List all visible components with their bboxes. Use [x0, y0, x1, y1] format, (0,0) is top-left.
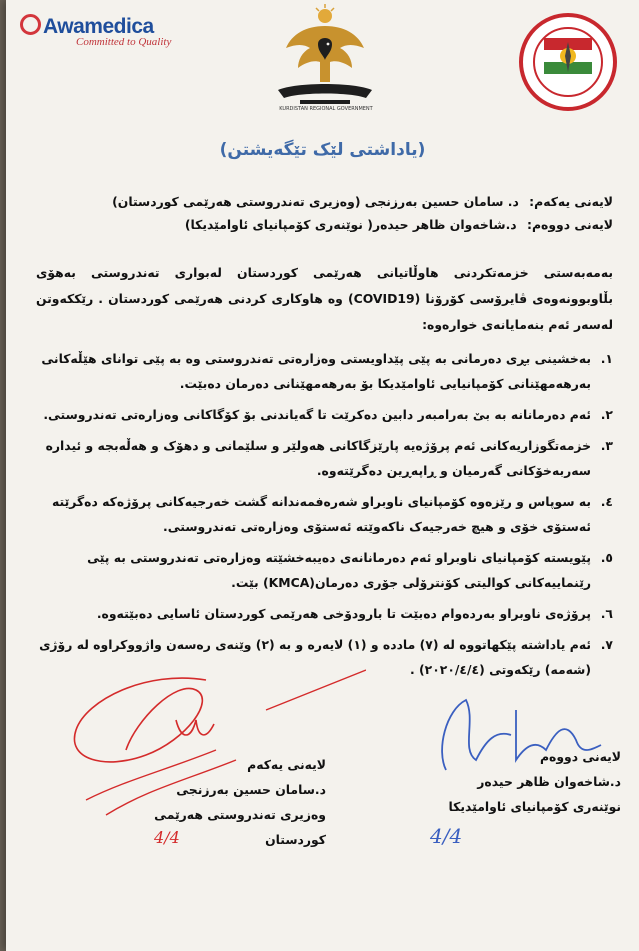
- clause-text: بەخشینی بڕی دەرمانی بە پێی پێداویستی وەزارەتی تەندروستی وە بە پێی توانای هێڵەکانی بەرهەمهێنانی کۆمپانیایی ئاوامێدیکا بۆ بەرهەمهێنانی دەرمان دەبێت.: [41, 351, 591, 391]
- clause-number: ٧.: [600, 637, 613, 652]
- first-party-role: وەزیری تەندروستی هەرێمی کوردستان: [154, 807, 326, 847]
- first-party-handwritten-date: 4/4: [154, 828, 180, 847]
- clause-text: ئەم دەرمانانە بە بێ بەرامبەر دابین دەکرێت تا گەیاندنی بۆ کۆگاکانی وەزارەتی تەندروستی.: [43, 407, 591, 422]
- clause-text: ئەم یاداشتە پێکهاتووە لە (٧) ماددە و (١) لایەرە و بە (٢) وێنەی رەسەن واژووکراوە لە رۆژی (شەمە) رێکەوتی (٢٠٢٠/٤/٤) .: [39, 637, 591, 677]
- first-party-signature-block: [66, 752, 326, 852]
- document-body: [36, 190, 613, 688]
- clause-item: [36, 402, 613, 427]
- party-second: [36, 213, 613, 236]
- clause-item: [36, 489, 613, 539]
- clause-text: پێویستە کۆمپانیای ناوبراو ئەم دەرمانانەی دەیبەخشێتە وەزارەتی تەندروستی بە پێی رێنماییەکانی کوالیتی کۆنترۆلی جۆری دەرمان(KMCA) بێت.: [87, 550, 591, 590]
- clause-number: ٥.: [600, 550, 613, 565]
- clause-text: بە سوپاس و رێزەوە کۆمپانیای ناوبراو شەرەفمەندانە گشت خەرجیەکانی پرۆژەکە دەگرێتە ئەستۆی خۆی و هیچ خەرجیەک ناکەوێتە ئەستۆی وەزارەتی تەندروستی.: [52, 494, 591, 534]
- clause-number: ٦.: [600, 606, 613, 621]
- awamedica-ring-icon: [20, 14, 41, 35]
- ministry-of-health-seal-icon: [514, 12, 622, 112]
- awamedica-tagline: Committed to Quality: [76, 36, 172, 48]
- first-party-name: د.سامان حسین بەرزنجی: [176, 782, 326, 797]
- clause-number: ١.: [600, 351, 613, 366]
- party-first: [36, 190, 613, 213]
- clause-number: ٢.: [600, 407, 613, 422]
- party-second-value: د.شاخەوان ظاهر حیدەر( نوێنەری کۆمپانیای ئاوامێدیکا): [184, 217, 517, 232]
- emblem-caption: KURDISTAN REGIONAL GOVERNMENT: [279, 106, 373, 112]
- second-party-signature-block: [421, 744, 621, 819]
- party-first-value: د. سامان حسین بەرزنجی (وەزیری تەندروستی هەرێمی کوردستان): [112, 194, 519, 209]
- second-party-name: د.شاخەوان ظاهر حیدەر: [477, 774, 621, 789]
- clause-item: [36, 545, 613, 595]
- document-page: [6, 0, 639, 951]
- clause-item: [36, 601, 613, 626]
- clause-number: ٤.: [600, 494, 613, 509]
- clause-number: ٣.: [600, 438, 613, 453]
- clause-list: [36, 346, 613, 682]
- second-party-handwritten-date: 4/4: [430, 824, 463, 848]
- party-first-label: لایەنی یەکەم:: [529, 194, 613, 209]
- awamedica-brand: Awamedica: [43, 15, 154, 38]
- clause-text: پرۆژەی ناوبراو بەردەوام دەبێت تا بارودۆخی هەرێمی کوردستان ئاسایی دەبێتەوە.: [96, 606, 591, 621]
- clause-item: [36, 433, 613, 483]
- intro-paragraph: بەمەبەستی خزمەتکردنی هاوڵاتیانی هەرێمی کوردستان لەبواری تەندروستی بەهۆی بڵاوبوونەوەی ڤایرۆسی کۆرۆنا (COVID19) وە هاوکاری کردنی هەرێمی کوردستان . رێککەوتن لەسەر ئەم بنەمایانەی خوارەوە:: [36, 265, 613, 332]
- second-party-role: نوێنەری کۆمپانیای ئاوامێدیکا: [448, 799, 621, 814]
- clause-text: خزمەتگوزاریەکانی ئەم پرۆژەیە پارێزگاکانی هەولێر و سلێمانی و دهۆک و هەڵەبجە و ئیدارە سەربەخۆکانی گەرمیان و ڕاپەڕین دەگرێتەوە.: [45, 438, 591, 478]
- second-party-label: لایەنی دووەم: [539, 749, 621, 764]
- awamedica-logo: [20, 14, 190, 48]
- document-title: (یاداشتی لێک تێگەیشتن): [219, 140, 426, 160]
- kurdistan-eagle-emblem-icon: [266, 4, 384, 110]
- clause-item: [36, 346, 613, 396]
- party-second-label: لایەنی دووەم:: [526, 217, 613, 232]
- first-party-label: لایەنی یەکەم: [247, 757, 326, 772]
